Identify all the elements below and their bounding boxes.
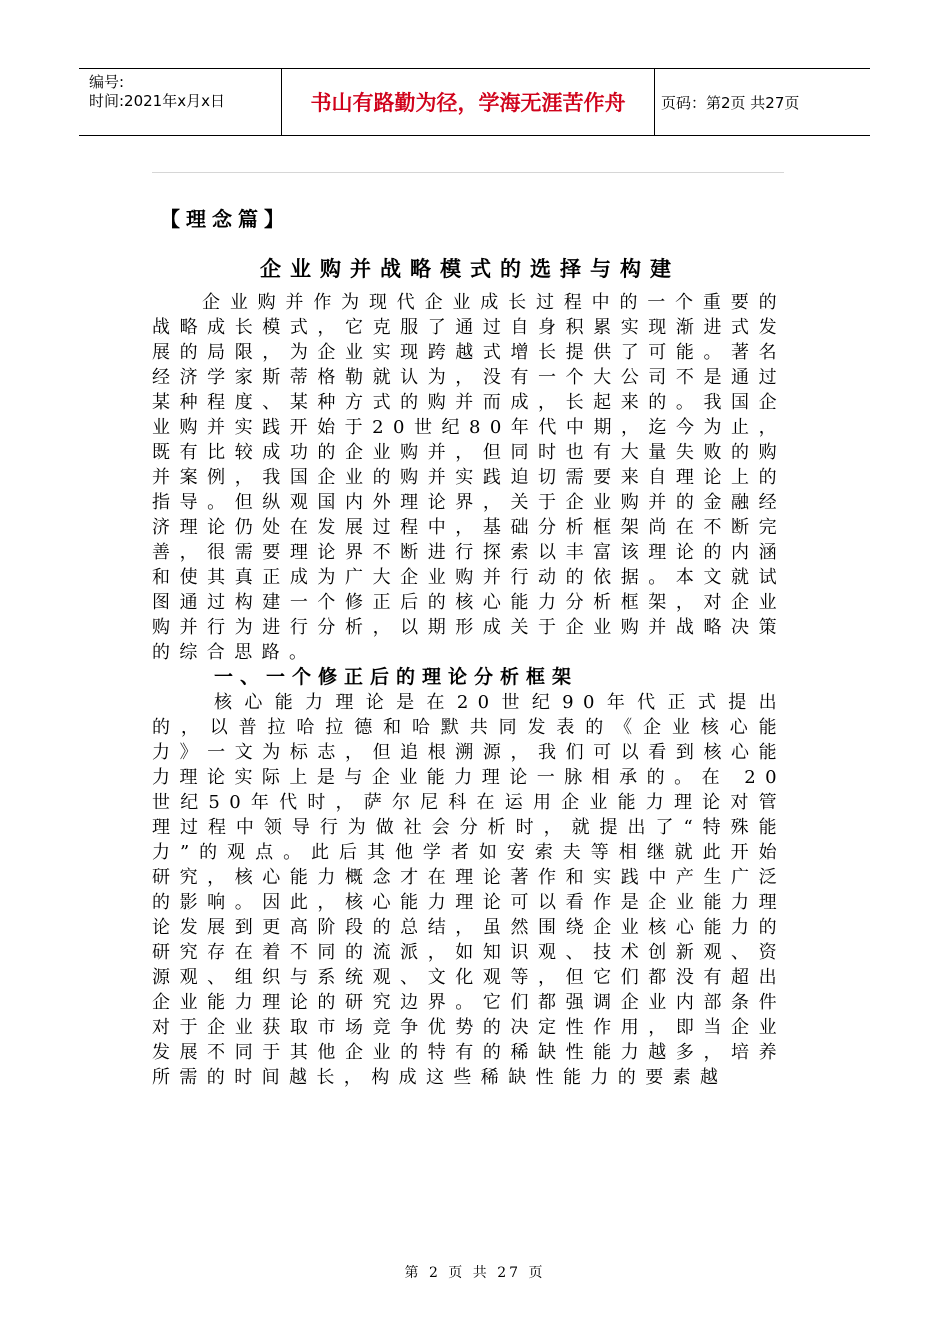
intro-paragraph: 企业购并作为现代企业成长过程中的一个重要的战略成长模式，它克服了通过自身积累实现渐进式发展的局限，为企业实现跨越式增长提供了可能。著名经济学家斯蒂格勒就认为，没有一个大公司不是通过某种程度、某种方式的购并而成，长起来的。我国企业购并实践开始于20世纪80年代中期，迄今为止，既有比较成功的企业购并，但同时也有大量失败的购并案例，我国企业的购并实践迫切需要来自理论上的指导。但纵观国内外理论界，关于企业购并的金融经济理论仍处在发展过程中，基础分析框架尚在不断完善，很需要理论界不断进行探索以丰富该理论的内涵和使其真正成为广大企业购并行动的依据。本文就试图通过构建一个修正后的核心能力分析框架，对企业购并行为进行分析，以期形成关于企业购并战略决策的综合思路。 [152, 292, 786, 663]
number-label: 编号: [89, 73, 125, 91]
page-title: 企业购并战略模式的选择与构建 [260, 257, 680, 281]
header-meta [79, 69, 282, 135]
section-heading: 一、一个修正后的理论分析框架 [214, 666, 579, 688]
document-body [152, 290, 786, 1090]
page-footer [0, 1262, 950, 1282]
header-motto-cell [282, 69, 655, 135]
core-competence-paragraph: 核心能力理论是在20世纪90年代正式提出的，以普拉哈拉德和哈默共同发表的《企业核心能力》一文为标志，但追根溯源，我们可以看到核心能力理论实际上是与企业能力理论一脉相承的。在 20世纪50年代时，萨尔尼科在运用企业能力理论对管理过程中领导行为做社会分析时，就提出了“特殊能力”的观点。此后其他学者如安索夫等相继就此开始研究，核心能力概念才在理论著作和实践中产生广泛的影响。因此，核心能力理论可以看作是企业能力理论发展到更高阶段的总结，虽然围绕企业核心能力的研究存在着不同的流派，如知识观、技术创新观、资源观、组织与系统观、文化观等，但它们都没有超出企业能力理论的研究边界。它们都强调企业内部条件对于企业获取市场竞争优势的决定性作用，即当企业发展不同于其他企业的特有的稀缺性能力越多，培养所需的时间越长，构成这些稀缺性能力的要素越 [152, 692, 786, 1088]
section-tag: 【理念篇】 [160, 207, 290, 231]
time-label: 时间:2021年x月x日 [89, 92, 225, 110]
header-divider [152, 172, 784, 173]
header-table [79, 68, 870, 136]
footer-text: 第 2 页 共 27 页 [404, 1265, 546, 1281]
page-info: 页码：第2页 共27页 [661, 93, 800, 112]
motto-text: 书山有路勤为径，学海无涯苦作舟 [310, 91, 626, 115]
